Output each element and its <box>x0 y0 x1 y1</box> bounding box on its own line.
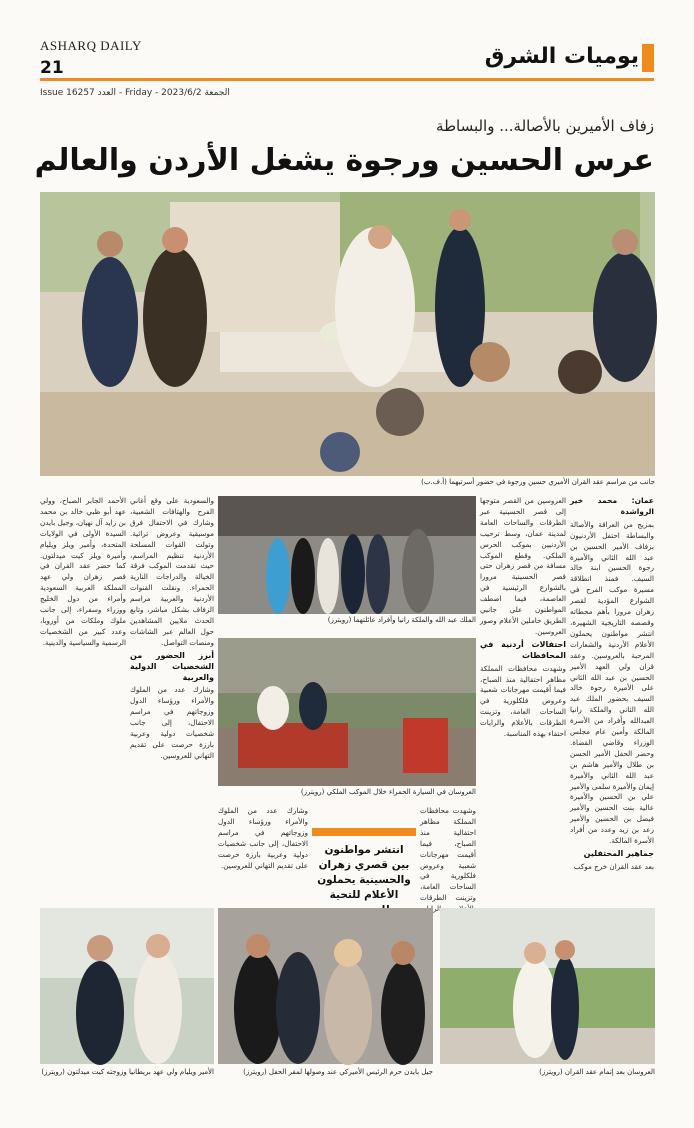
article-column-mid <box>218 806 308 890</box>
william-kate-caption: الأمير ويليام ولي عهد بريطانيا وزوجته كيت ميدلتون (رويترز) <box>41 1068 214 1076</box>
main-photo-caption: جانب من مراسم عقد القران الأميري حسين ورجوة في حضور أسرتيهما (أ.ف.ب) <box>421 478 655 486</box>
section-marker <box>642 44 654 72</box>
main-photo <box>40 192 655 476</box>
column-mid-right-text: وشهدت محافظات المملكة مظاهر احتفالية منذ الصباح، فيما أقيمت مهرجانات شعبية وعروض فلكلورية في الساحات العامة، وتزينت الطرقات <box>420 806 476 903</box>
article-column-3 <box>130 496 214 890</box>
jill-biden-photo <box>218 908 433 1064</box>
section-title: يوميات الشرق <box>484 44 639 69</box>
column-1-text: بمزيج من العراقة والأصالة والبساطة احتفل الأردنيون بزفاف الأمير الحسين بن عبد الله الثاني والأميرة رجوة الحسين ابنة خالد السيف. فمنذ انطلاقة مسيرة موكب الفرح في الشوارع المؤدية لقصر زهران مرورا بأهم محطاته وقصصه التاريخية الشهيرة، انتشر مواطنون يحملون الأعلام الأردنية والشعارات المرحبة بالعروسين. وعقد قران ولي العهد الأمير الحسين بن عبد الله الثاني على الأميرة رجوة خالد السيف بحضور الملك عبد الله الثاني والملكة رانيا العبدالله وأفراد من الأسرة المالكة وأمين عام مجلس الوزراء وقاضي القضاة. وحضر الحفل الأمير الحسن بن طلال والأمير هاشم بن عبد الله الثاني والأميرة إيمان والأميرة سلمى والأمير علي بن الحسين والأميرة عالية بنت الحسين والأمير فيصل بن الحسين والأمير رعد بن زيد وعدد من أفراد الأسرة المالكة. <box>570 519 654 846</box>
column-2-text: العروسين من القصر متوجها إلى قصر الحسينية عبر الطرقات والساحات العامة لمدينة عمان، وسط ترحيب الأردنيين بموكب الحرس الملكي. وقطع الموكب مسافة من قصر زهران حتى قصر الحسينية مرورا بالشوارع الرئيسية في العاصمة، فيما اصطف المواطنون على جانبي الطريق حاملين الأعلام وصور العروسين. <box>480 496 566 636</box>
publication-name: ASHARQ DAILY <box>40 38 142 53</box>
pull-quote-rule-top <box>312 828 416 836</box>
byline: عمان: محمد خير الرواشدة <box>570 496 654 516</box>
page-number: 21 <box>40 58 64 78</box>
issue-line: Issue 16257 العدد - Friday - 2023/6/2 الجمعة <box>40 88 230 98</box>
jill-biden-caption: جيل بايدن حرم الرئيس الأميركي عند وصولها لمقر الحفل (رويترز) <box>243 1068 433 1076</box>
column-4-text: الأحمد الجابر الصباح، وولي عهد أبو ظبي خالد بن محمد بن زايد آل نهيان، وجيل بايدن السيدة الأولى في الولايات المتحدة، وأمير ويلز ويليام وأميرة ويلز كيت ميدلتون. كما حضر عقد القران في قصر زهران ولي عهد المملكة العربية السعودية وأمراء من دول الخليج ووزراء وسفراء، إلى جانب ملوك وملكات من أوروبا، وعدد كبير من الشخصيات الرسمية والسياسية والدينية. <box>40 496 126 647</box>
pull-quote: انتشر مواطنون بين قصري زهران والحسينية يحملون الأعلام للتحية <box>317 844 411 901</box>
motorcade-caption: العروسان في السيارة الحمراء خلال الموكب الملكي (رويترز) <box>300 788 476 796</box>
column-2-text-2: وشهدت محافظات المملكة مظاهر احتفالية منذ الصباح، فيما أقيمت مهرجانات شعبية وعروض فلكلورية في الساحات العامة، وتزينت الطرقات بالأعلام والرايات احتفاء بهذه المناسبة. <box>480 663 566 739</box>
article-column-mid-right <box>420 806 476 903</box>
william-kate-photo <box>40 908 214 1064</box>
royal-family-photo <box>218 496 476 614</box>
subhead-crowds: جماهير المحتفلين <box>583 849 654 858</box>
column-3-text: والسعودية على وقع أغاني الفرح والهتافات الشعبية، وشارك في الاحتفال فرق موسيقية وعروض تراثية. وتولت القوات المسلحة الأردنية تنظيم المراسم، حيث تقدمت الموكب فرقة الخيالة والدراجات النارية الحمراء. ونقلت القنوات الأردنية والعربية مراسم الزفاف بشكل مباشر، وتابع الحدث ملايين المشاهدين حول العالم عبر الشاشات ومنصات التواصل. <box>130 496 214 647</box>
article-column-2 <box>480 496 566 890</box>
subhead-guests: أبرز الحضور من الشخصيات الدولية والعربية <box>130 650 214 682</box>
bride-groom-photo <box>440 908 655 1064</box>
article-kicker: زفاف الأميرين بالأصالة... والبساطة <box>436 117 654 135</box>
column-1-tail: بعد عقد القران خرج موكب <box>573 861 654 871</box>
header-rule <box>40 78 654 81</box>
column-3-text-2: وشارك عدد من الملوك والأمراء ورؤساء الدول وزوجاتهم في مراسم الاحتفال، إلى جانب شخصيات دولية وعربية بارزة حرصت على تقديم التهاني للعروسين. <box>130 685 214 760</box>
article-column-4 <box>40 496 126 890</box>
motorcade-photo <box>218 638 476 786</box>
column-mid-text: وشارك عدد من الملوك والأمراء ورؤساء الدول وزوجاتهم في مراسم الاحتفال، إلى جانب شخصيات دولية وعربية بارزة حرصت على تقديم التهاني للعروسين. <box>218 806 308 870</box>
article-column-1 <box>570 496 654 890</box>
royal-family-caption: الملك عبد الله والملكة رانيا وأفراد عائلتهما (رويترز) <box>327 616 476 624</box>
bride-groom-caption: العروسان بعد إتمام عقد القران (رويترز) <box>539 1068 655 1076</box>
subhead-provinces: احتفالات أردنية في المحافظات <box>480 639 566 660</box>
article-headline: عرس الحسين ورجوة يشغل الأردن والعالم <box>34 143 654 178</box>
